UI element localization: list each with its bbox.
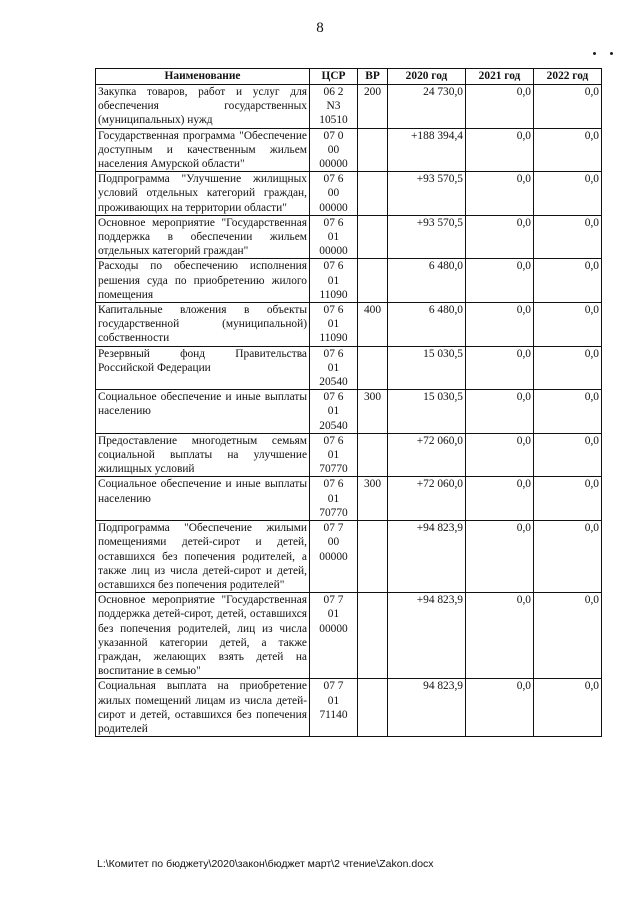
- row-csr-cell: 06 2 N3 10510: [310, 85, 358, 129]
- table-row: [96, 172, 602, 216]
- row-2021-cell: 0,0: [466, 679, 534, 737]
- row-csr-cell: 07 7 01 71140: [310, 679, 358, 737]
- row-2020-cell: +93 570,5: [388, 172, 466, 216]
- header-2020: 2020 год: [388, 69, 466, 85]
- row-csr-cell: 07 0 00 00000: [310, 128, 358, 172]
- row-2020-cell: +93 570,5: [388, 215, 466, 259]
- table-row: [96, 390, 602, 434]
- row-2022-cell: 0,0: [534, 128, 602, 172]
- table-row: [96, 521, 602, 593]
- page-number: 8: [316, 20, 324, 36]
- row-2022-cell: 0,0: [534, 85, 602, 129]
- row-vr-cell: 400: [358, 303, 388, 347]
- row-name-cell: Государственная программа "Обеспечение доступным и качественным жильем населения Амурской области": [96, 128, 310, 172]
- row-2022-cell: 0,0: [534, 477, 602, 521]
- row-2021-cell: 0,0: [466, 521, 534, 593]
- row-2021-cell: 0,0: [466, 215, 534, 259]
- scan-speck: [593, 52, 596, 55]
- row-name-cell: Подпрограмма "Обеспечение жилыми помещениями детей-сирот и детей, оставшихся без попечения родителей, а также лиц из числа детей-сирот и детей, оставшихся без попечения родителей": [96, 521, 310, 593]
- row-2020-cell: 15 030,5: [388, 346, 466, 390]
- row-vr-cell: 200: [358, 85, 388, 129]
- row-2021-cell: 0,0: [466, 259, 534, 303]
- header-2021: 2021 год: [466, 69, 534, 85]
- table-row: [96, 346, 602, 390]
- row-2020-cell: 94 823,9: [388, 679, 466, 737]
- row-2022-cell: 0,0: [534, 172, 602, 216]
- row-2020-cell: +72 060,0: [388, 477, 466, 521]
- row-2021-cell: 0,0: [466, 85, 534, 129]
- row-2022-cell: 0,0: [534, 346, 602, 390]
- row-vr-cell: [358, 172, 388, 216]
- header-vr: ВР: [358, 69, 388, 85]
- row-2020-cell: 6 480,0: [388, 303, 466, 347]
- budget-table: [95, 68, 602, 737]
- row-2020-cell: +72 060,0: [388, 433, 466, 477]
- row-2020-cell: 15 030,5: [388, 390, 466, 434]
- table-row: [96, 259, 602, 303]
- row-2021-cell: 0,0: [466, 477, 534, 521]
- row-vr-cell: [358, 433, 388, 477]
- row-vr-cell: [358, 593, 388, 679]
- row-name-cell: Предоставление многодетным семьям социальной выплаты на улучшение жилищных условий: [96, 433, 310, 477]
- header-csr: ЦСР: [310, 69, 358, 85]
- row-name-cell: Основное мероприятие "Государственная поддержка в обеспечении жильем отдельных категорий граждан": [96, 215, 310, 259]
- row-2021-cell: 0,0: [466, 390, 534, 434]
- row-csr-cell: 07 6 00 00000: [310, 172, 358, 216]
- row-vr-cell: [358, 346, 388, 390]
- table-row: [96, 128, 602, 172]
- row-name-cell: Капитальные вложения в объекты государственной (муниципальной) собственности: [96, 303, 310, 347]
- row-csr-cell: 07 6 01 70770: [310, 433, 358, 477]
- row-csr-cell: 07 7 00 00000: [310, 521, 358, 593]
- row-csr-cell: 07 6 01 00000: [310, 215, 358, 259]
- row-name-cell: Закупка товаров, работ и услуг для обеспечения государственных (муниципальных) нужд: [96, 85, 310, 129]
- row-name-cell: Резервный фонд Правительства Российской Федерации: [96, 346, 310, 390]
- row-2020-cell: 6 480,0: [388, 259, 466, 303]
- table-row: [96, 433, 602, 477]
- row-vr-cell: 300: [358, 477, 388, 521]
- header-2022: 2022 год: [534, 69, 602, 85]
- row-2020-cell: +188 394,4: [388, 128, 466, 172]
- row-2020-cell: 24 730,0: [388, 85, 466, 129]
- row-csr-cell: 07 7 01 00000: [310, 593, 358, 679]
- row-vr-cell: [358, 521, 388, 593]
- row-2021-cell: 0,0: [466, 128, 534, 172]
- scan-speck: [610, 52, 613, 55]
- row-name-cell: Социальная выплата на приобретение жилых помещений лицам из числа детей-сирот и детей, оставшихся без попечения родителей: [96, 679, 310, 737]
- row-2022-cell: 0,0: [534, 259, 602, 303]
- row-2022-cell: 0,0: [534, 521, 602, 593]
- row-2022-cell: 0,0: [534, 215, 602, 259]
- row-vr-cell: 300: [358, 390, 388, 434]
- table-row: [96, 679, 602, 737]
- header-name: Наименование: [96, 69, 310, 85]
- row-2021-cell: 0,0: [466, 303, 534, 347]
- row-2021-cell: 0,0: [466, 593, 534, 679]
- row-vr-cell: [358, 128, 388, 172]
- table-row: [96, 85, 602, 129]
- row-csr-cell: 07 6 01 11090: [310, 259, 358, 303]
- row-name-cell: Социальное обеспечение и иные выплаты населению: [96, 477, 310, 521]
- row-name-cell: Расходы по обеспечению исполнения решения суда по приобретению жилого помещения: [96, 259, 310, 303]
- row-2020-cell: +94 823,9: [388, 593, 466, 679]
- row-vr-cell: [358, 259, 388, 303]
- table-row: [96, 593, 602, 679]
- table-row: [96, 477, 602, 521]
- row-vr-cell: [358, 679, 388, 737]
- row-2022-cell: 0,0: [534, 679, 602, 737]
- file-path-footer: L:\Комитет по бюджету\2020\закон\бюджет март\2 чтение\Zakon.docx: [97, 858, 434, 870]
- row-2022-cell: 0,0: [534, 303, 602, 347]
- row-csr-cell: 07 6 01 11090: [310, 303, 358, 347]
- row-csr-cell: 07 6 01 20540: [310, 390, 358, 434]
- row-2020-cell: +94 823,9: [388, 521, 466, 593]
- row-2021-cell: 0,0: [466, 172, 534, 216]
- row-csr-cell: 07 6 01 70770: [310, 477, 358, 521]
- row-2021-cell: 0,0: [466, 346, 534, 390]
- table-header-row: [96, 69, 602, 85]
- row-2022-cell: 0,0: [534, 390, 602, 434]
- row-csr-cell: 07 6 01 20540: [310, 346, 358, 390]
- row-2022-cell: 0,0: [534, 593, 602, 679]
- row-vr-cell: [358, 215, 388, 259]
- row-name-cell: Основное мероприятие "Государственная поддержка детей-сирот, детей, оставшихся без попечения родителей, лиц из числа указанной категории детей, а также граждан, желающих взять детей на воспитание в семью": [96, 593, 310, 679]
- row-2022-cell: 0,0: [534, 433, 602, 477]
- table-row: [96, 303, 602, 347]
- table-row: [96, 215, 602, 259]
- row-name-cell: Подпрограмма "Улучшение жилищных условий отдельных категорий граждан, проживающих на территории области": [96, 172, 310, 216]
- row-2021-cell: 0,0: [466, 433, 534, 477]
- row-name-cell: Социальное обеспечение и иные выплаты населению: [96, 390, 310, 434]
